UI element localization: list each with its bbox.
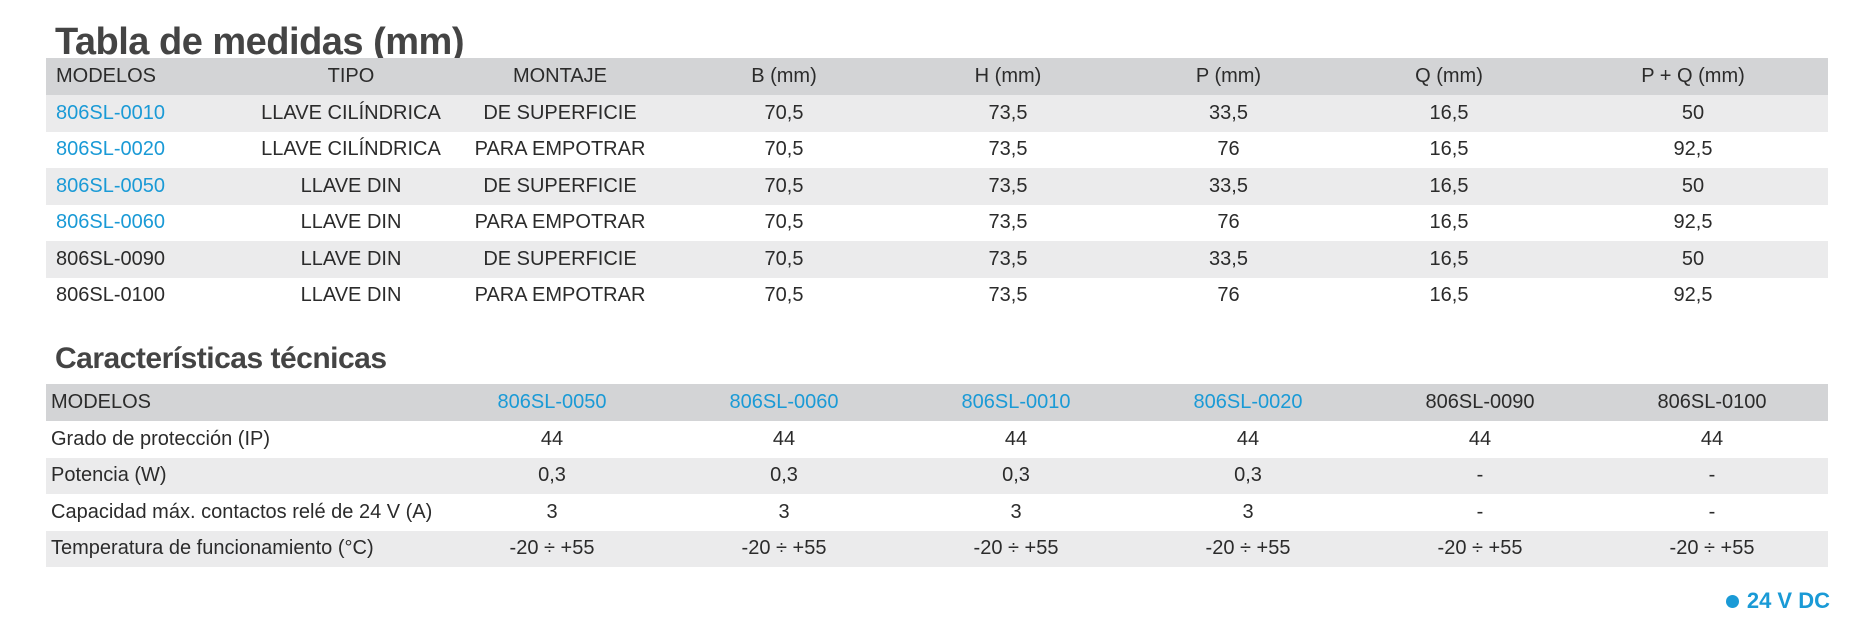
header-cell: H (mm) <box>974 65 1042 87</box>
table-cell: 70,5 <box>764 247 804 270</box>
specs-title: Características técnicas <box>55 342 387 375</box>
spec-label: Temperatura de funcionamiento (°C) <box>51 537 374 560</box>
table-cell: 70,5 <box>764 138 804 161</box>
model-header-cell[interactable]: 806SL-0050 <box>497 391 607 413</box>
header-cell: B (mm) <box>751 65 817 87</box>
table-cell: LLAVE DIN <box>300 211 402 234</box>
model-cell: 806SL-0100 <box>56 284 165 307</box>
table-cell: 16,5 <box>1429 174 1469 197</box>
table-row <box>46 168 1828 205</box>
measures-header-row <box>46 58 1828 95</box>
table-cell: DE SUPERFICIE <box>483 101 637 124</box>
table-cell: - <box>1708 464 1716 487</box>
specs-header-row <box>46 384 1828 421</box>
table-cell: 3 <box>1242 500 1254 523</box>
table-cell: 44 <box>1468 427 1492 450</box>
table-cell: 92,5 <box>1673 138 1713 161</box>
table-cell: 33,5 <box>1209 174 1248 197</box>
model-cell[interactable]: 806SL-0060 <box>56 211 165 234</box>
measures-title: Tabla de medidas (mm) <box>55 21 465 63</box>
table-cell: PARA EMPOTRAR <box>474 138 646 161</box>
table-cell: LLAVE CILÍNDRICA <box>261 101 441 124</box>
model-cell[interactable]: 806SL-0020 <box>56 138 165 161</box>
table-cell: -20 ÷ +55 <box>741 537 827 560</box>
table-row <box>46 95 1828 132</box>
table-cell: 44 <box>1236 427 1260 450</box>
table-cell: -20 ÷ +55 <box>1437 537 1523 560</box>
table-cell: 44 <box>772 427 796 450</box>
legend-label: 24 V DC <box>1746 588 1830 613</box>
table-cell: - <box>1476 464 1484 487</box>
table-cell: DE SUPERFICIE <box>483 247 637 270</box>
table-cell: -20 ÷ +55 <box>509 537 595 560</box>
table-cell: PARA EMPOTRAR <box>474 211 646 234</box>
table-cell: 44 <box>1004 427 1028 450</box>
table-cell: 16,5 <box>1429 138 1469 161</box>
table-cell: 3 <box>1010 500 1022 523</box>
table-row <box>46 241 1828 278</box>
table-cell: 73,5 <box>988 101 1028 124</box>
table-cell: 33,5 <box>1209 247 1248 270</box>
table-cell: DE SUPERFICIE <box>483 174 637 197</box>
table-cell: 92,5 <box>1673 211 1713 234</box>
table-cell: 0,3 <box>770 464 798 487</box>
model-header-cell[interactable]: 806SL-0010 <box>961 391 1071 413</box>
header-cell: P (mm) <box>1195 65 1262 87</box>
table-row <box>46 421 1828 458</box>
table-cell: 70,5 <box>764 101 804 124</box>
header-cell: TIPO <box>327 65 375 87</box>
table-row <box>46 531 1828 568</box>
table-cell: 76 <box>1217 138 1240 161</box>
table-row <box>46 132 1828 169</box>
table-cell: 50 <box>1681 247 1705 270</box>
table-cell: 73,5 <box>988 174 1028 197</box>
spec-label: Potencia (W) <box>51 464 167 487</box>
table-cell: 16,5 <box>1429 284 1469 307</box>
table-cell: PARA EMPOTRAR <box>474 284 646 307</box>
table-cell: 73,5 <box>988 284 1028 307</box>
header-cell: P + Q (mm) <box>1641 65 1745 87</box>
spec-label: Grado de protección (IP) <box>51 427 270 450</box>
header-cell: MONTAJE <box>512 65 608 87</box>
table-cell: 73,5 <box>988 211 1028 234</box>
table-row <box>46 278 1828 315</box>
table-cell: 16,5 <box>1429 211 1469 234</box>
table-cell: 70,5 <box>764 284 804 307</box>
table-cell: LLAVE CILÍNDRICA <box>261 138 441 161</box>
table-cell: 92,5 <box>1673 284 1713 307</box>
model-header-cell: 806SL-0090 <box>1425 391 1535 413</box>
header-cell: MODELOS <box>56 65 157 87</box>
legend <box>1726 588 1830 614</box>
dot-icon <box>1726 595 1739 608</box>
model-header-cell[interactable]: 806SL-0060 <box>729 391 839 413</box>
table-cell: 44 <box>540 427 564 450</box>
table-cell: 0,3 <box>1002 464 1030 487</box>
table-cell: 70,5 <box>764 211 804 234</box>
table-cell: LLAVE DIN <box>300 247 402 270</box>
header-cell: Q (mm) <box>1415 65 1483 87</box>
table-cell: - <box>1708 500 1716 523</box>
table-cell: - <box>1476 500 1484 523</box>
spec-label: Capacidad máx. contactos relé de 24 V (A) <box>51 500 433 523</box>
table-cell: -20 ÷ +55 <box>1669 537 1755 560</box>
table-cell: LLAVE DIN <box>300 174 402 197</box>
table-cell: LLAVE DIN <box>300 284 402 307</box>
table-cell: 3 <box>546 500 558 523</box>
model-cell[interactable]: 806SL-0050 <box>56 174 165 197</box>
specs-table <box>46 384 1828 567</box>
table-cell: 70,5 <box>764 174 804 197</box>
table-cell: 76 <box>1217 284 1240 307</box>
table-row <box>46 458 1828 495</box>
table-cell: 0,3 <box>538 464 566 487</box>
table-cell: 76 <box>1217 211 1240 234</box>
table-cell: 33,5 <box>1209 101 1248 124</box>
table-cell: -20 ÷ +55 <box>1205 537 1291 560</box>
table-cell: 0,3 <box>1234 464 1262 487</box>
model-header-cell[interactable]: 806SL-0020 <box>1193 391 1303 413</box>
model-cell[interactable]: 806SL-0010 <box>56 101 165 124</box>
table-cell: 44 <box>1700 427 1724 450</box>
model-cell: 806SL-0090 <box>56 247 165 270</box>
model-header-cell: 806SL-0100 <box>1657 391 1767 413</box>
table-cell: 16,5 <box>1429 247 1469 270</box>
table-row <box>46 494 1828 531</box>
table-cell: -20 ÷ +55 <box>973 537 1059 560</box>
table-cell: 3 <box>778 500 790 523</box>
table-cell: 73,5 <box>988 247 1028 270</box>
table-row <box>46 205 1828 242</box>
measures-table <box>46 58 1828 314</box>
table-cell: 50 <box>1681 174 1705 197</box>
table-cell: 50 <box>1681 101 1705 124</box>
table-cell: 73,5 <box>988 138 1028 161</box>
table-cell: 16,5 <box>1429 101 1469 124</box>
header-cell: MODELOS <box>51 391 152 413</box>
